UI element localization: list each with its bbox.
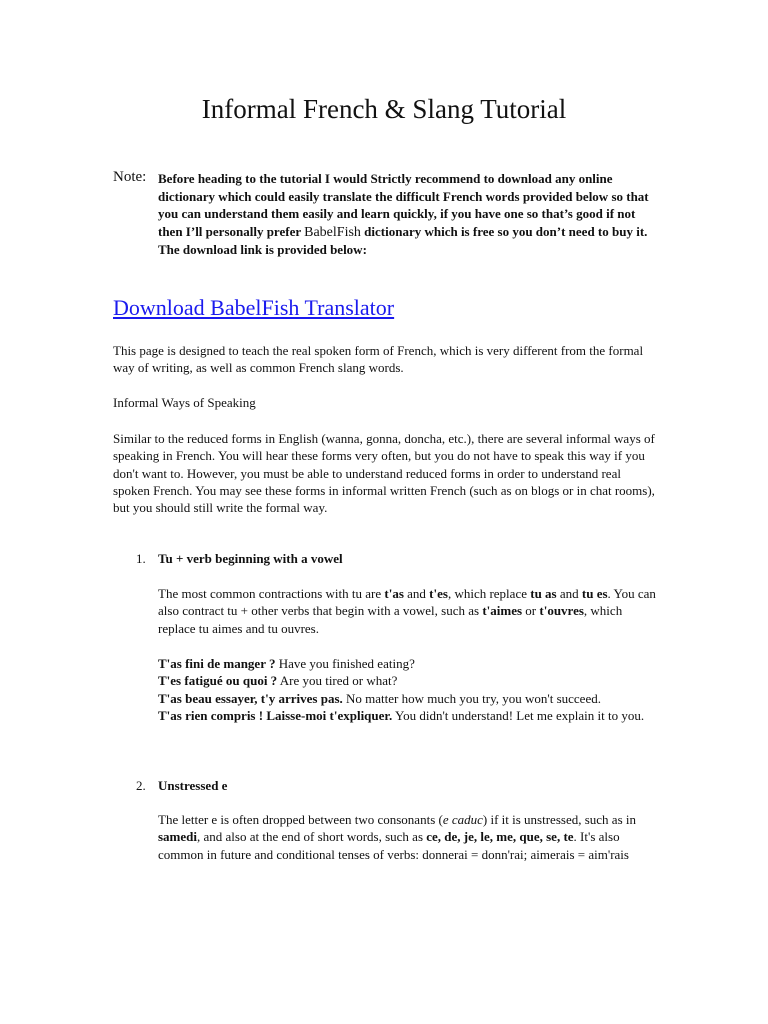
- list-title-2: Unstressed e: [158, 778, 228, 793]
- term-short-words: ce, de, je, le, me, que, se, te: [426, 829, 574, 845]
- text-run: . You can also contract tu + other verbs that begin with a vowel, such as: [158, 586, 656, 619]
- example-english: Have you finished eating?: [275, 656, 415, 671]
- example-english: No matter how much you try, you won't succeed.: [342, 690, 601, 706]
- example-line: [158, 672, 658, 689]
- similar-paragraph: Similar to the reduced forms in English (wanna, gonna, doncha, etc.), there are several informal ways of speaking in French. You will hear these forms very often, but you do not have to speak this way if you don't want to. However, you must be able to understand reduced forms in order to understand real spoken French. You may see these forms in informal written French (such as on blogs or in chat rooms), but you should still write the formal way.: [113, 431, 655, 516]
- note-text: [158, 170, 658, 259]
- text-run: and: [556, 586, 582, 601]
- babelfish-name: BabelFish: [304, 224, 361, 240]
- term-tu-es: tu es: [581, 586, 608, 601]
- term-tas: t'as: [384, 586, 404, 601]
- text-run: or: [522, 603, 540, 619]
- list-title-1: Tu + verb beginning with a vowel: [158, 551, 343, 566]
- term-tes: t'es: [429, 586, 448, 601]
- item1-examples: [158, 655, 658, 724]
- example-french: T'es fatigué ou quoi ?: [158, 673, 278, 689]
- intro-paragraph: This page is designed to teach the real spoken form of French, which is very different from the formal way of writing, as well as common French slang words.: [113, 343, 644, 376]
- list-number-2: 2.: [136, 778, 146, 793]
- text-run: The letter e is often dropped between two consonants (: [158, 812, 443, 827]
- term-samedi: samedi: [158, 829, 197, 845]
- note-text-before: Before heading to the tutorial I would Strictly recommend to download any online dictionary which could easily translate the difficult French words provided below so that you can understand them easily and learn quickly, if you have one so that’s good if not then I’ll personally prefer: [158, 171, 649, 239]
- download-babelfish-link[interactable]: Download BabelFish Translator: [113, 295, 395, 320]
- example-french: T'as beau essayer, t'y arrives pas.: [158, 690, 343, 706]
- note-text-after: dictionary which is free so you don’t need to buy it. The download link is provided below:: [158, 223, 648, 258]
- term-e-caduc: e caduc: [442, 812, 483, 827]
- term-taimes: t'aimes: [482, 603, 523, 619]
- text-run: . It's also common in future and conditional tenses of verbs: donnerai = donn'rai; aimerais = aim'rais: [158, 829, 629, 862]
- text-run: ) if it is unstressed, such as in: [482, 812, 636, 827]
- item1-paragraph: [158, 585, 658, 637]
- example-line: [158, 707, 658, 724]
- text-run: , which replace: [447, 586, 531, 601]
- example-french: T'as fini de manger ?: [158, 656, 276, 671]
- page-title: Informal French & Slang Tutorial: [201, 94, 567, 124]
- text-run: , and also at the end of short words, such as: [197, 829, 427, 845]
- term-tu-as: tu as: [530, 586, 557, 601]
- text-run: , which replace tu aimes and tu ouvres.: [158, 603, 623, 636]
- item2-paragraph: [158, 811, 658, 863]
- section-heading: Informal Ways of Speaking: [113, 395, 256, 410]
- example-french: T'as rien compris ! Laisse-moi t'expliquer.: [158, 707, 393, 723]
- example-english: Are you tired or what?: [277, 673, 398, 689]
- note-label: Note:: [113, 169, 147, 185]
- list-number-1: 1.: [136, 551, 146, 566]
- example-english: You didn't understand! Let me explain it to you.: [392, 707, 645, 723]
- example-line: [158, 655, 658, 672]
- text-run: The most common contractions with tu are: [158, 586, 385, 601]
- term-touvres: t'ouvres: [539, 603, 584, 619]
- text-run: and: [403, 586, 430, 601]
- example-line: [158, 690, 658, 707]
